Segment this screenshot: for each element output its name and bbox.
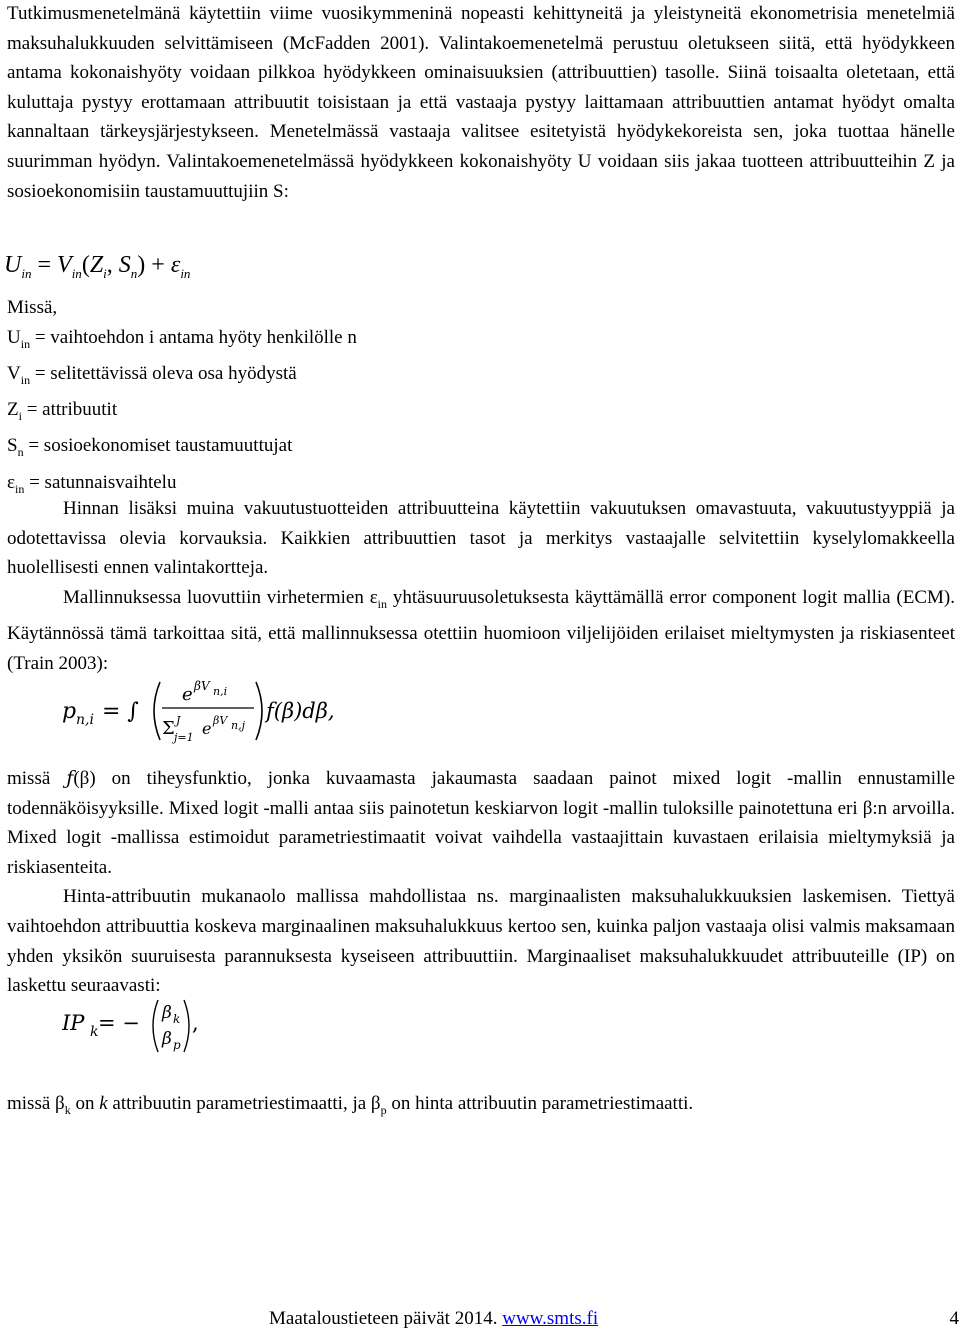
def-subscript: in [20, 336, 31, 351]
def-symbol: U [7, 326, 21, 348]
page-number: 4 [949, 1308, 959, 1329]
eq3-IP: IP [62, 1011, 85, 1035]
eq2-left-paren [154, 682, 160, 740]
p4-text-before: missä [7, 768, 67, 789]
paragraph-betas [7, 1089, 955, 1125]
eq-V: V [57, 252, 72, 278]
missa-label: Missä, [7, 297, 58, 318]
def-text: = selitettävissä oleva osa hyödystä [30, 362, 297, 384]
eq-Z: Z [89, 252, 104, 278]
paragraph-ecm [7, 583, 955, 679]
def-text: = sosioekonomiset taustamuuttujat [23, 435, 293, 457]
def-symbol: V [7, 362, 21, 384]
p6-beta-k: β [55, 1093, 65, 1114]
footer-text: Maataloustieteen päivät 2014. [269, 1308, 503, 1329]
eq2-p-sub: n,i [76, 712, 94, 728]
eq-Z-sub: i [103, 265, 107, 281]
p3-text-before: Mallinnuksessa luovuttiin virhetermien [63, 586, 370, 608]
def-text: = attribuutit [21, 399, 118, 421]
eq3-den-sub: p [173, 1038, 181, 1052]
eq3-left-paren [153, 1000, 158, 1052]
eq2-num-sub: n,i [213, 685, 228, 698]
footer-link[interactable]: www.smts.fi [502, 1308, 599, 1329]
p4-beta: (β) [73, 768, 96, 789]
eq2-p: p [62, 699, 77, 724]
eq2-den-sup: βV [213, 714, 228, 727]
eq2-num-sup: βV [194, 679, 210, 693]
p6-k-sub: k [64, 1102, 71, 1117]
p6-mid1: on [70, 1093, 100, 1114]
eq2-den-e: e [202, 719, 212, 738]
eq2-right-paren [256, 682, 262, 740]
eq2-tail: f(β)dβ, [266, 699, 335, 723]
eq-S-sub: n [130, 265, 138, 281]
def-symbol: Z [7, 399, 19, 421]
def-text: = vaihtoehdon i antama hyöty henkilölle n [30, 326, 357, 348]
definition-item [7, 359, 357, 395]
definitions-list [7, 293, 357, 504]
eq3-comma: , [192, 1011, 199, 1035]
definition-item [7, 323, 357, 359]
eq2-sum-sub: j=1 [174, 731, 194, 744]
def-subscript: n [17, 445, 24, 460]
eq2-sum: Σ [162, 718, 175, 739]
paragraph-method-intro: Tutkimusmenetelmänä käytettiin viime vuosikymmeninä nopeasti kehittyneitä ja yleistyneitä ekonometrisia menetelmiä maksuhalukkuuden selvittämiseen (McFadden 2001). Valintakoemenetelmä perustuu oletukseen siitä, että hyödykkeen antama kokonaishyöty voidaan pilkkoa hyödykkeen ominaisuuksien (attribuuttien) tasolle. Siinä toisaalta oletetaan, että kuluttaja pystyy erottamaan attribuutit toisistaan ja että vastaaja pystyy laittamaan attribuuttien antamat hyödyt omalta kannaltaan tärkeysjärjestykseen. Menetelmässä vastaaja valitsee esitetyistä hyödykekoreista sen, joka tuottaa hänelle suurimman hyödyn. Valintakoemenetelmässä hyödykkeen kokonaishyöty U voidaan siis jakaa tuotteen attribuutteihin Z ja sosioekonomisiin taustamuuttujiin S: [7, 3, 955, 202]
p6-k-italic: k [99, 1093, 108, 1114]
p3-epsilon: ε [369, 586, 378, 608]
p3-epsilon-sub: in [377, 596, 388, 611]
marginal-wtp-equation [62, 998, 242, 1054]
def-symbol: ε [7, 471, 15, 493]
eq3-den-beta: β [162, 1029, 172, 1049]
eq2-den-sub: n,j [231, 719, 245, 732]
p6-beta-p: β [370, 1093, 381, 1114]
eq-U-sub: in [21, 265, 32, 281]
eq-lparen: ( [81, 252, 90, 278]
eq3-right-paren [184, 1000, 189, 1052]
page-footer [269, 1308, 959, 1330]
eq-equals: = [31, 252, 58, 278]
p4-f-symbol: ƒ [66, 767, 74, 789]
mixed-logit-equation [62, 674, 382, 752]
p3-text-after: yhtäsuuruusoletuksesta käyttämällä error component logit mallia (ECM). Käytännössä tämä tarkoittaa sitä, että mallinnuksessa otettiin huomioon viljelijöiden erilaiset mieltymysten ja riskiasenteet (Train 2003): [7, 586, 955, 674]
def-subscript: in [14, 481, 25, 496]
def-subscript: in [20, 372, 31, 387]
p6-mid2: attribuutin parametriestimaatti, ja [107, 1093, 371, 1114]
paragraph-marginal-wtp: Hinta-attribuutin mukanaolo mallissa mahdollistaa ns. marginaalisten maksuhalukkuuksien laskemisen. Tiettyä vaihtoehdon attribuuttia koskeva marginaalinen maksuhalukkuus kertoo sen, kuinka paljon vastaaja olisi valmis maksamaan yhden yksikön suuruisesta parannuksesta kyseiseen attribuuttiin. Marginaaliset maksuhalukkuudet attribuuteille (IP) on laskettu seuraavasti: [7, 886, 955, 997]
definition-item [7, 431, 357, 467]
eq-S: S [118, 252, 131, 278]
eq3-num-beta: β [162, 1003, 172, 1023]
eq2-sum-sup: J [176, 714, 181, 727]
eq3-IP-sub: k [90, 1024, 99, 1040]
eq3-num-sub: k [173, 1012, 181, 1026]
def-symbol: S [7, 435, 18, 457]
p6-p-sub: p [380, 1102, 387, 1117]
eq2-equals-integral: = ∫ [102, 699, 139, 724]
body-block-2 [7, 764, 955, 1001]
p6-text-after: on hinta attribuutin parametriestimaatti. [386, 1093, 694, 1114]
eq-V-sub: in [71, 265, 82, 281]
paragraph-attributes: Hinnan lisäksi muina vakuutustuotteiden attribuutteina käytettiin vakuutuksen omavastuuta, vakuutustyyppiä ja odotettavissa olevia korvauksia. Kaikkien attribuuttien tasot ja merkitys vastaajalle selvitettiin kyselylomakkeella huolellisesti ennen valintakortteja. [7, 498, 955, 579]
utility-equation [4, 252, 190, 282]
eq-epsilon: ε [170, 252, 181, 278]
paragraph-density [7, 764, 955, 882]
eq-plus: + [145, 252, 171, 278]
p6-text-before: missä [7, 1093, 56, 1114]
p4-text-after: on tiheysfunktio, jonka kuvaamasta jakaumasta saadaan painot mixed logit -mallin ennustamille todennäköisyyksille. Mixed logit -malli antaa siis painotetun keskiarvon logit -mallin tuloksille painotettuna eri β:n arvoilla. Mixed logit -mallissa estimoidut parametriestimaatit voivat vaihdella vastaajittain kuvastaen erilaisia mieltymyksiä ja riskiasenteita. [7, 768, 956, 878]
body-block [7, 494, 955, 678]
eq-U: U [4, 252, 22, 278]
eq3-equals-minus: = − [98, 1011, 140, 1035]
def-subscript: i [18, 408, 22, 423]
eq2-num-e: e [182, 684, 193, 705]
eq-eps-sub: in [180, 265, 191, 281]
definition-item [7, 395, 357, 431]
def-text: = satunnaisvaihtelu [24, 471, 177, 493]
eq-comma: , [106, 252, 119, 278]
eq-rparen: ) [137, 252, 146, 278]
